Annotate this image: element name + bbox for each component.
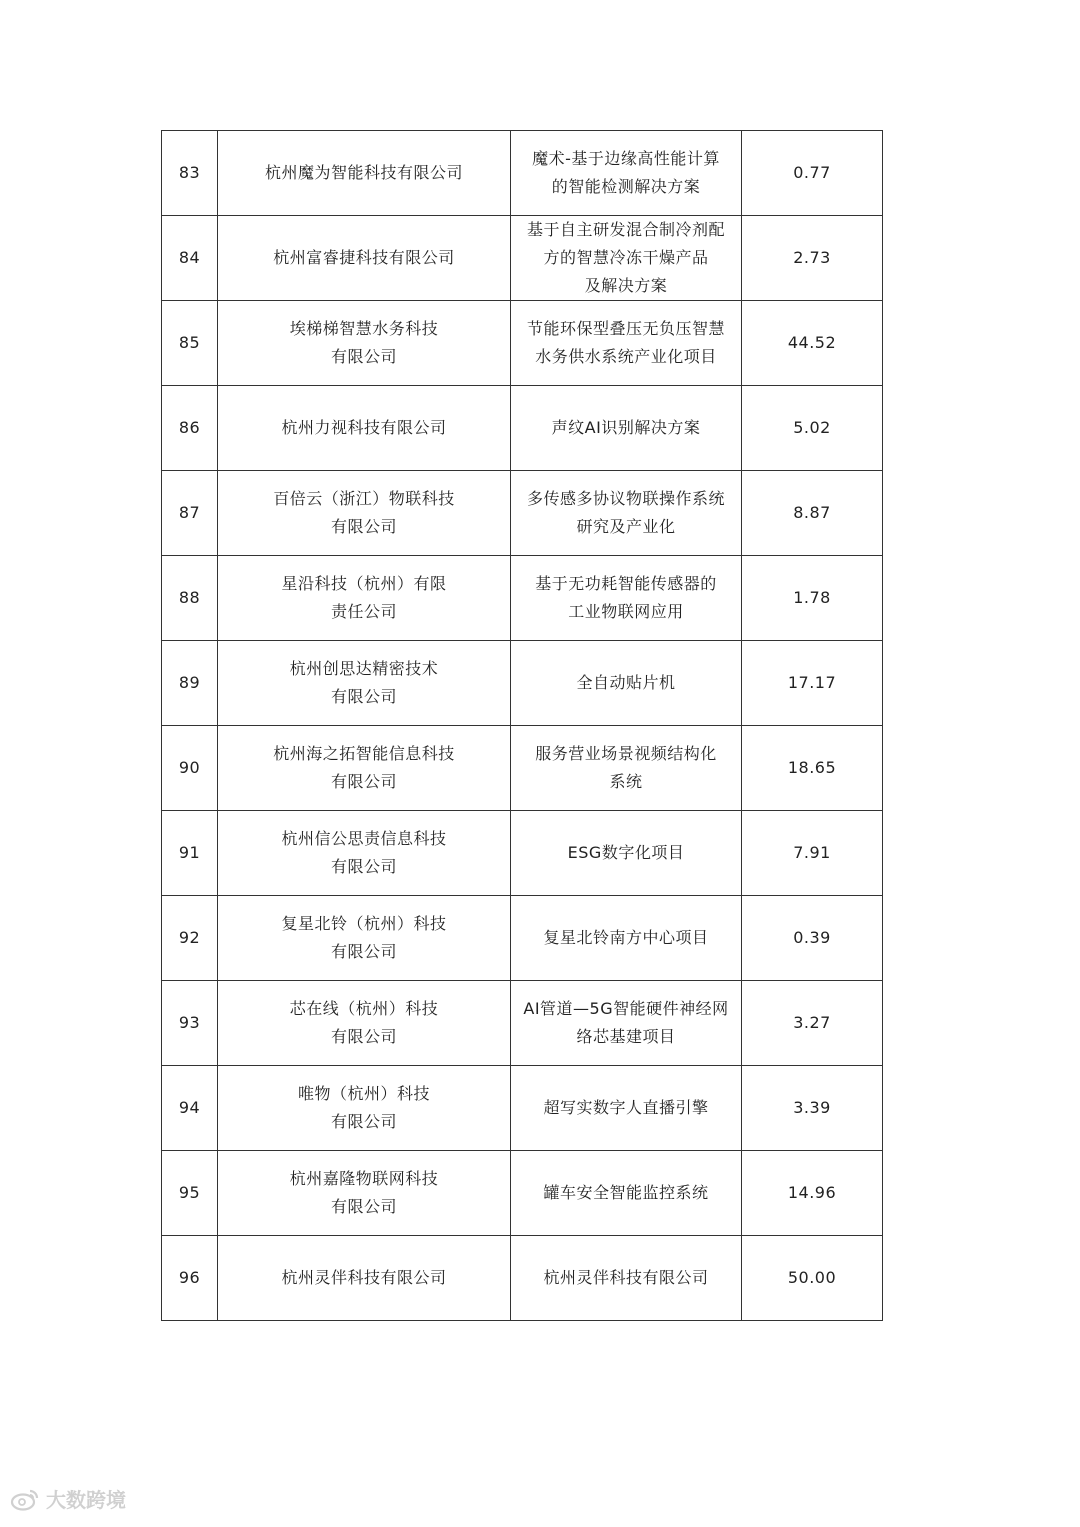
table-row [162,641,883,726]
company-name-cell-text: 埃梯梯智慧水务科技 有限公司 [289,319,439,366]
company-name-cell [218,386,511,471]
amount-cell-text: 2.73 [793,248,831,267]
project-name-cell-text: 声纹AI识别解决方案 [551,418,701,437]
company-name-cell [218,811,511,896]
company-name-cell-text: 唯物（杭州）科技 有限公司 [297,1084,430,1131]
amount-cell-text: 50.00 [787,1268,837,1287]
amount-cell [742,811,883,896]
amount-cell-text: 14.96 [787,1183,837,1202]
project-name-cell-text: 复星北铃南方中心项目 [543,928,709,947]
row-number-cell [162,1236,218,1321]
row-number-cell-text: 87 [178,503,201,522]
amount-cell [742,131,883,216]
row-number-cell [162,896,218,981]
amount-cell [742,981,883,1066]
project-name-cell [511,216,742,301]
table-row [162,386,883,471]
amount-cell [742,1066,883,1151]
project-name-cell-text: 基于无功耗智能传感器的 工业物联网应用 [535,574,717,621]
company-name-cell [218,216,511,301]
row-number-cell [162,981,218,1066]
row-number-cell-text: 92 [178,928,201,947]
amount-cell [742,896,883,981]
company-name-cell-text: 杭州创思达精密技术 有限公司 [289,659,439,706]
amount-cell-text: 18.65 [787,758,837,777]
table-row [162,301,883,386]
company-name-cell-text: 杭州嘉隆物联网科技 有限公司 [289,1169,439,1216]
company-name-cell [218,131,511,216]
company-name-cell-text: 杭州海之拓智能信息科技 有限公司 [273,744,455,791]
project-name-cell [511,1151,742,1236]
row-number-cell-text: 84 [178,248,201,267]
project-name-cell-text: 多传感多协议物联操作系统 研究及产业化 [526,489,725,536]
row-number-cell-text: 90 [178,758,201,777]
company-name-cell [218,556,511,641]
amount-cell [742,386,883,471]
row-number-cell-text: 85 [178,333,201,352]
amount-cell-text: 0.77 [793,163,831,182]
row-number-cell-text: 95 [178,1183,201,1202]
row-number-cell [162,216,218,301]
table-row [162,896,883,981]
company-name-cell [218,471,511,556]
company-name-cell-text: 杭州富睿捷科技有限公司 [273,248,455,267]
company-name-cell-text: 杭州灵伴科技有限公司 [281,1268,447,1287]
row-number-cell-text: 89 [178,673,201,692]
amount-cell [742,726,883,811]
table-row [162,726,883,811]
project-name-cell-text: 罐车安全智能监控系统 [543,1183,709,1202]
project-name-cell [511,981,742,1066]
amount-cell [742,216,883,301]
amount-cell [742,641,883,726]
amount-cell-text: 3.27 [793,1013,831,1032]
project-name-cell-text: 全自动贴片机 [576,673,676,692]
project-name-cell-text: 魔术-基于边缘高性能计算 的智能检测解决方案 [532,149,720,196]
row-number-cell [162,301,218,386]
company-name-cell-text: 杭州信公思责信息科技 有限公司 [281,829,447,876]
amount-cell [742,1236,883,1321]
amount-cell-text: 7.91 [793,843,831,862]
project-name-cell [511,556,742,641]
company-name-cell-text: 复星北铃（杭州）科技 有限公司 [281,914,447,961]
row-number-cell-text: 96 [178,1268,201,1287]
row-number-cell-text: 91 [178,843,201,862]
amount-cell-text: 3.39 [793,1098,831,1117]
row-number-cell [162,726,218,811]
row-number-cell-text: 83 [178,163,201,182]
row-number-cell-text: 88 [178,588,201,607]
project-name-cell [511,1236,742,1321]
row-number-cell-text: 94 [178,1098,201,1117]
row-number-cell [162,641,218,726]
project-table-body [162,131,883,1321]
amount-cell [742,301,883,386]
amount-cell-text: 44.52 [787,333,837,352]
project-name-cell-text: 节能环保型叠压无负压智慧 水务供水系统产业化项目 [526,319,725,366]
table-row [162,471,883,556]
company-name-cell-text: 杭州魔为智能科技有限公司 [264,163,463,182]
watermark-text: 大数跨境 [46,1488,126,1512]
project-name-cell-text: AI管道—5G智能硬件神经网 络芯基建项目 [523,999,729,1046]
company-name-cell-text: 百倍云（浙江）物联科技 有限公司 [273,489,455,536]
row-number-cell-text: 86 [178,418,201,437]
amount-cell [742,556,883,641]
amount-cell-text: 8.87 [793,503,831,522]
project-name-cell [511,1066,742,1151]
watermark [10,1484,126,1513]
company-name-cell [218,896,511,981]
table-row [162,811,883,896]
company-name-cell-text: 芯在线（杭州）科技 有限公司 [289,999,439,1046]
table-row [162,1236,883,1321]
project-table [161,130,883,1321]
row-number-cell-text: 93 [178,1013,201,1032]
project-name-cell [511,896,742,981]
company-name-cell [218,726,511,811]
amount-cell-text: 1.78 [793,588,831,607]
table-row [162,981,883,1066]
project-name-cell [511,471,742,556]
amount-cell-text: 5.02 [793,418,831,437]
table-row [162,556,883,641]
project-name-cell-text: 超写实数字人直播引擎 [543,1098,709,1117]
company-name-cell [218,1151,511,1236]
company-name-cell [218,641,511,726]
amount-cell [742,1151,883,1236]
project-name-cell-text: 基于自主研发混合制冷剂配 方的智慧冷冻干燥产品 及解决方案 [526,220,725,295]
project-name-cell [511,811,742,896]
table-row [162,216,883,301]
amount-cell-text: 17.17 [787,673,837,692]
project-name-cell [511,386,742,471]
company-name-cell-text: 杭州力视科技有限公司 [281,418,447,437]
company-name-cell [218,1066,511,1151]
row-number-cell [162,556,218,641]
row-number-cell [162,386,218,471]
company-name-cell [218,301,511,386]
project-name-cell-text: 服务营业场景视频结构化 系统 [535,744,717,791]
row-number-cell [162,1151,218,1236]
row-number-cell [162,471,218,556]
project-name-cell-text: ESG数字化项目 [567,843,685,862]
row-number-cell [162,1066,218,1151]
amount-cell-text: 0.39 [793,928,831,947]
amount-cell [742,471,883,556]
weibo-logo-icon [10,1487,40,1511]
table-row [162,1151,883,1236]
project-name-cell-text: 杭州灵伴科技有限公司 [543,1268,709,1287]
project-name-cell [511,726,742,811]
row-number-cell [162,811,218,896]
company-name-cell [218,981,511,1066]
table-row [162,1066,883,1151]
company-name-cell [218,1236,511,1321]
project-name-cell [511,641,742,726]
company-name-cell-text: 星沿科技（杭州）有限 责任公司 [281,574,447,621]
project-table-container [161,130,867,1321]
row-number-cell [162,131,218,216]
project-name-cell [511,131,742,216]
table-row [162,131,883,216]
project-name-cell [511,301,742,386]
